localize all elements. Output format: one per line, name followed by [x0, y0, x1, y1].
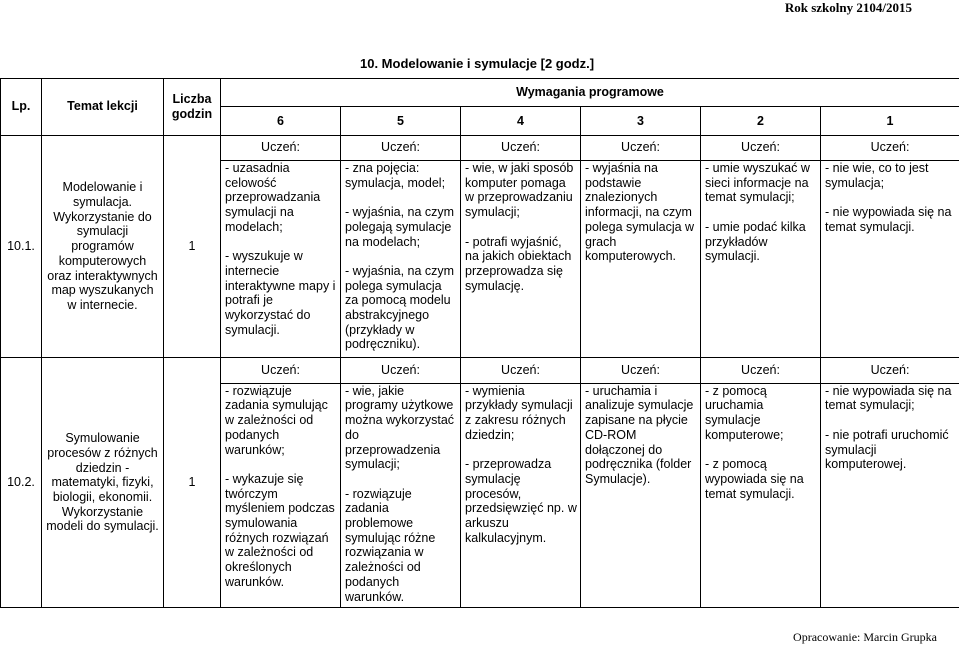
header-lp: Lp. [1, 79, 42, 136]
requirement-text: - wyjaśnia na podstawie znalezionych informacji, na czym polega symulacja w grach komputerowych. [585, 160, 695, 264]
requirement-text: - nie wypowiada się na temat symulacji; - nie potrafi uruchomić symulacji komputerowej. [825, 383, 952, 472]
row-lp: 10.1. [1, 135, 42, 358]
page-title: 10. Modelowanie i symulacje [2 godz.] [360, 56, 595, 71]
grade-5: 5 [341, 107, 461, 135]
role-label: Uczeń: [461, 358, 581, 383]
requirement-text: - rozwiązuje zadania symulując w zależności od podanych warunków; - wykazuje się twórczym myśleniem podczas symulowania różnych rozwiązań w zależności od określonych warunków. [225, 383, 335, 589]
requirement-text: - uruchamia i analizuje symulacje zapisane na płycie CD-ROM dołączonej do podręcznika (folder Symulacje). [585, 383, 694, 486]
grade-1: 1 [821, 107, 959, 135]
grade-6: 6 [221, 107, 341, 135]
role-label: Uczeń: [341, 135, 461, 160]
role-label: Uczeń: [581, 135, 701, 160]
requirement-text: - umie wyszukać w sieci informacje na temat symulacji; - umie podać kilka przykładów symulacji. [705, 160, 810, 264]
role-label: Uczeń: [701, 358, 821, 383]
requirement-text: - zna pojęcia: symulacja, model; - wyjaśnia, na czym polegają symulacje na modelach; - wyjaśnia, na czym polega symulacja za pomocą modelu abstrakcyjnego (przykłady w podręczniku). [345, 160, 455, 352]
grade-4: 4 [461, 107, 581, 135]
requirement-text: - nie wie, co to jest symulacja; - nie wypowiada się na temat symulacji. [825, 160, 952, 234]
role-label: Uczeń: [341, 358, 461, 383]
role-label: Uczeń: [701, 135, 821, 160]
role-label: Uczeń: [221, 135, 341, 160]
requirements-table [0, 78, 959, 608]
grade-2: 2 [701, 107, 821, 135]
header-hours: Liczba godzin [164, 79, 221, 136]
requirement-text: - wie, jakie programy użytkowe można wykorzystać do przeprowadzenia symulacji; - rozwiązuje zadania problemowe symulując różne rozwiązania w zależności od podanych warunków. [345, 383, 455, 604]
role-label: Uczeń: [461, 135, 581, 160]
header-topic: Temat lekcji [42, 79, 164, 136]
row-lp: 10.2. [1, 358, 42, 608]
row-hours: 1 [164, 358, 221, 608]
role-label: Uczeń: [581, 358, 701, 383]
grade-3: 3 [581, 107, 701, 135]
footer-author: Opracowanie: Marcin Grupka [793, 630, 937, 644]
requirement-text: - z pomocą uruchamia symulacje komputerowe; - z pomocą wypowiada się na temat symulacji. [705, 383, 804, 501]
role-label: Uczeń: [821, 358, 959, 383]
requirement-text: - wymienia przykłady symulacji z zakresu różnych dziedzin; - przeprowadza symulację procesów, przedsięwzięć np. w arkuszu kalkulacyjnym. [465, 383, 577, 545]
row-topic: Symulowanie procesów z różnych dziedzin - matematyki, fizyki, biologii, ekonomii. Wykorzystanie modeli do symulacji. [42, 358, 164, 608]
role-label: Uczeń: [821, 135, 959, 160]
role-label: Uczeń: [221, 358, 341, 383]
requirement-text: - wie, w jaki sposób komputer pomaga w przeprowadzaniu symulacji; - potrafi wyjaśnić, na jakich obiektach przeprowadza się symulację. [465, 160, 574, 293]
header-requirements: Wymagania programowe [221, 79, 959, 107]
requirement-text: - uzasadnia celowość przeprowadzania symulacji na modelach; - wyszukuje w internecie interaktywne mapy i potrafi je wykorzystać do symulacji. [225, 160, 336, 337]
school-year: Rok szkolny 2104/2015 [784, 0, 912, 15]
row-hours: 1 [164, 135, 221, 358]
row-topic: Modelowanie i symulacja. Wykorzystanie do symulacji programów komputerowych oraz interaktywnych map wyszukanych w internecie. [42, 135, 164, 358]
